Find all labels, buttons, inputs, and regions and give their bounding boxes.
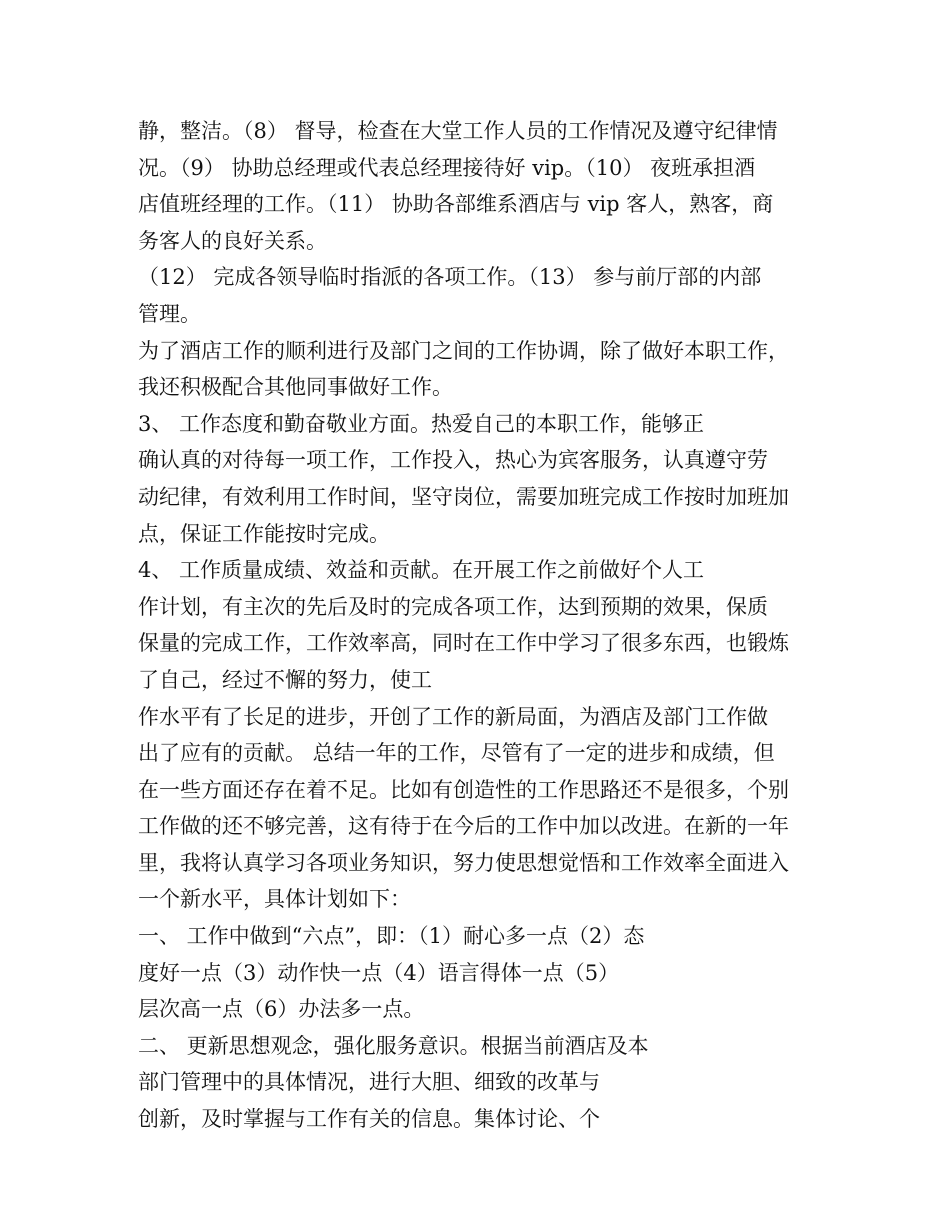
text-line: 管理。 [138, 301, 201, 326]
text-line: 店值班经理的工作。（11） 协助各部维系酒店与 vip 客人，熟客，商 [138, 192, 774, 217]
text-line: 4、 工作质量成绩、效益和贡献。在开展工作之前做好个人工 [138, 558, 705, 583]
text-line: 一、 工作中做到“六点”，即：（1）耐心多一点（2）态 [138, 924, 645, 949]
text-line: 为了酒店工作的顺利进行及部门之间的工作协调，除了做好本职工作， [138, 338, 789, 363]
text-line: 出了应有的贡献。 总结一年的工作，尽管有了一定的进步和成绩，但 [138, 741, 775, 766]
document-body [138, 113, 828, 1138]
text-line: 保量的完成工作，工作效率高，同时在工作中学习了很多东西，也锻炼 [138, 631, 789, 656]
text-line: 我还积极配合其他同事做好工作。 [138, 375, 453, 400]
text-line: 作计划，有主次的先后及时的完成各项工作，达到预期的效果，保质 [138, 594, 768, 619]
text-line: 务客人的良好关系。 [138, 228, 327, 253]
text-line: 静，整洁。（8） 督导，检查在大堂工作人员的工作情况及遵守纪律情 [138, 119, 778, 143]
text-line: 动纪律，有效利用工作时间，坚守岗位，需要加班完成工作按时加班加 [138, 484, 789, 509]
text-line: 了自己，经过不懈的努力，使工 [138, 667, 432, 692]
text-line: 工作做的还不够完善，这有待于在今后的工作中加以改进。在新的一年 [138, 814, 789, 839]
text-line: 度好一点（3）动作快一点（4）语言得体一点（5） [138, 960, 620, 985]
text-line: 二、 更新思想观念，强化服务意识。根据当前酒店及本 [138, 1033, 649, 1058]
text-line: 层次高一点（6）办法多一点。 [138, 997, 425, 1022]
text-line: （12） 完成各领导临时指派的各项工作。（13） 参与前厅部的内部 [138, 265, 762, 290]
text-line: 创新，及时掌握与工作有关的信息。集体讨论、个 [138, 1107, 600, 1132]
text-line: 部门管理中的具体情况，进行大胆、细致的改革与 [138, 1070, 600, 1095]
text-line: 里，我将认真学习各项业务知识，努力使思想觉悟和工作效率全面进入 [138, 850, 789, 875]
text-line: 在一些方面还存在着不足。比如有创造性的工作思路还不是很多，个别 [138, 777, 789, 802]
text-line: 况。（9） 协助总经理或代表总经理接待好 vip。（10） 夜班承担酒 [138, 155, 756, 180]
text-line: 3、 工作态度和勤奋敬业方面。热爱自己的本职工作，能够正 [138, 411, 705, 436]
text-line: 确认真的对待每一项工作，工作投入，热心为宾客服务，认真遵守劳 [138, 448, 768, 473]
text-line: 一个新水平，具体计划如下： [138, 887, 411, 912]
text-line: 点，保证工作能按时完成。 [138, 521, 390, 546]
text-line: 作水平有了长足的进步，开创了工作的新局面，为酒店及部门工作做 [138, 704, 768, 729]
